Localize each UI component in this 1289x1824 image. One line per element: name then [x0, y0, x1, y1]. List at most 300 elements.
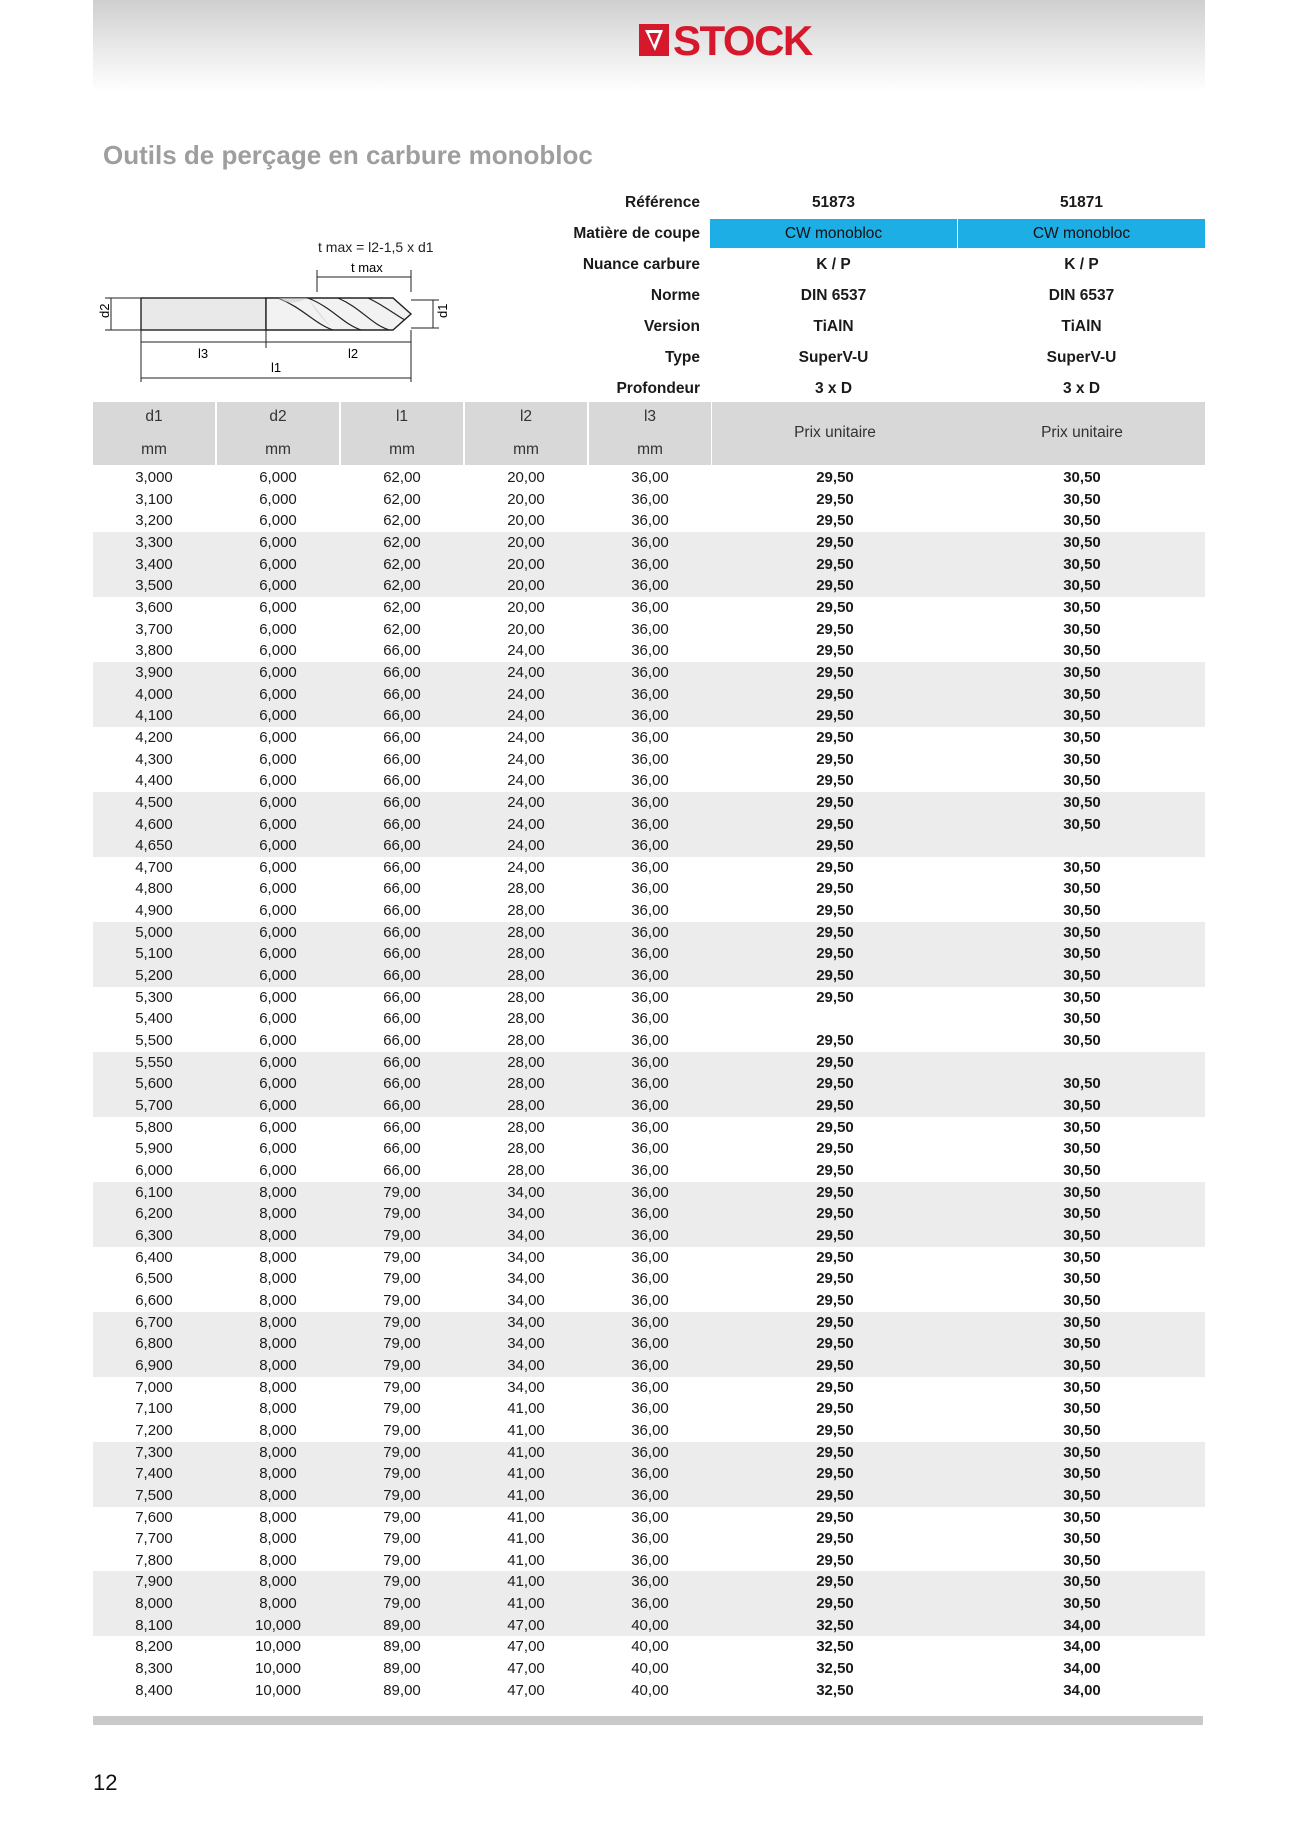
cell-l1: 66,00	[383, 793, 421, 811]
cell-d2: 6,000	[259, 880, 297, 898]
table-row	[93, 1225, 1205, 1247]
table-row	[93, 1030, 1205, 1052]
spec-label: Norme	[650, 286, 700, 304]
table-row	[93, 1268, 1205, 1290]
spec-row	[532, 311, 1205, 342]
cell-d1: 3,900	[135, 663, 173, 681]
cell-d2: 6,000	[259, 967, 297, 985]
column-name: d1	[145, 408, 163, 425]
cell-price: 29,50	[816, 533, 854, 551]
table-row	[93, 1485, 1205, 1507]
cell-l3: 36,00	[631, 1486, 669, 1504]
cell-l3: 36,00	[631, 858, 669, 876]
spec-label: Matière de coupe	[573, 224, 700, 242]
cell-l2: 34,00	[507, 1226, 545, 1244]
cell-d1: 3,800	[135, 642, 173, 660]
cell-l1: 89,00	[383, 1616, 421, 1634]
spec-value-51873: TiAlN	[813, 317, 854, 335]
cell-price: 30,50	[1063, 1595, 1101, 1613]
cell-l2: 28,00	[507, 1140, 545, 1158]
stock-logo-icon	[639, 24, 673, 58]
cell-l3: 36,00	[631, 815, 669, 833]
table-row	[93, 1442, 1205, 1464]
cell-price: 29,50	[816, 1183, 854, 1201]
cell-d2: 8,000	[259, 1378, 297, 1396]
column-unit: mm	[389, 441, 415, 458]
cell-d2: 8,000	[259, 1573, 297, 1591]
cell-d1: 4,000	[135, 685, 173, 703]
cell-price: 30,50	[1063, 663, 1101, 681]
cell-l1: 66,00	[383, 772, 421, 790]
cell-l1: 66,00	[383, 750, 421, 768]
cell-d1: 5,700	[135, 1097, 173, 1115]
cell-price: 30,50	[1063, 988, 1101, 1006]
cell-d2: 10,000	[255, 1616, 301, 1634]
cell-price: 30,50	[1063, 1183, 1101, 1201]
table-row	[93, 640, 1205, 662]
cell-price: 30,50	[1063, 707, 1101, 725]
table-row	[93, 1377, 1205, 1399]
cell-price: 29,50	[816, 1421, 854, 1439]
cell-d1: 7,700	[135, 1530, 173, 1548]
cell-l1: 79,00	[383, 1226, 421, 1244]
cell-price: 30,50	[1063, 1356, 1101, 1374]
cell-l1: 66,00	[383, 1053, 421, 1071]
spec-row	[532, 249, 1205, 280]
cell-l3: 36,00	[631, 1530, 669, 1548]
cell-l2: 20,00	[507, 512, 545, 530]
cell-d1: 4,400	[135, 772, 173, 790]
spec-value-51873: SuperV-U	[798, 348, 869, 366]
cell-l2: 28,00	[507, 923, 545, 941]
spec-label: Nuance carbure	[582, 255, 700, 273]
table-row	[93, 878, 1205, 900]
table-row	[93, 489, 1205, 511]
cell-l2: 28,00	[507, 1118, 545, 1136]
cell-d1: 7,500	[135, 1486, 173, 1504]
cell-d2: 6,000	[259, 988, 297, 1006]
spec-value-51873: 3 x D	[814, 379, 853, 397]
cell-l3: 36,00	[631, 642, 669, 660]
cell-d1: 3,600	[135, 598, 173, 616]
cell-d1: 4,800	[135, 880, 173, 898]
cell-price: 29,50	[816, 793, 854, 811]
cell-d1: 4,200	[135, 728, 173, 746]
cell-l3: 36,00	[631, 1356, 669, 1374]
formula-text: t max = l2-1,5 x d1	[318, 239, 434, 255]
cell-d2: 10,000	[255, 1638, 301, 1656]
cell-price: 29,50	[816, 858, 854, 876]
cell-l1: 66,00	[383, 923, 421, 941]
column-header-d1	[93, 402, 215, 465]
cell-d1: 5,500	[135, 1032, 173, 1050]
spec-value-51873: DIN 6537	[800, 286, 867, 304]
drill-drawing	[93, 232, 463, 392]
spec-value-51871: TiAlN	[1061, 317, 1102, 335]
table-row	[93, 575, 1205, 597]
spec-label: Profondeur	[616, 379, 700, 397]
cell-d2: 6,000	[259, 555, 297, 573]
cell-d2: 8,000	[259, 1335, 297, 1353]
cell-price: 29,50	[816, 490, 854, 508]
cell-price: 30,50	[1063, 598, 1101, 616]
cell-d1: 7,900	[135, 1573, 173, 1591]
cell-l1: 89,00	[383, 1638, 421, 1656]
cell-d2: 10,000	[255, 1681, 301, 1699]
cell-l1: 62,00	[383, 490, 421, 508]
cell-l1: 79,00	[383, 1443, 421, 1461]
cell-l2: 41,00	[507, 1486, 545, 1504]
cell-l2: 20,00	[507, 620, 545, 638]
column-name: l3	[643, 408, 657, 425]
cell-l1: 79,00	[383, 1530, 421, 1548]
cell-l2: 24,00	[507, 685, 545, 703]
cell-l3: 36,00	[631, 1162, 669, 1179]
cell-price: 30,50	[1063, 512, 1101, 530]
cell-l3: 36,00	[631, 620, 669, 638]
cell-l3: 36,00	[631, 1551, 669, 1569]
cell-l3: 36,00	[631, 967, 669, 985]
spec-label: Référence	[625, 193, 700, 211]
cell-price: 30,50	[1063, 1097, 1101, 1115]
table-row	[93, 835, 1205, 857]
cell-d2: 8,000	[259, 1183, 297, 1201]
cell-l1: 66,00	[383, 642, 421, 660]
spec-row	[532, 342, 1205, 373]
cell-d1: 8,300	[135, 1660, 173, 1678]
cell-l3: 36,00	[631, 1421, 669, 1439]
cell-l2: 41,00	[507, 1421, 545, 1439]
column-header-l3	[589, 402, 711, 465]
column-unit: mm	[141, 441, 167, 458]
cell-price: 29,50	[816, 1400, 854, 1418]
cell-l1: 66,00	[383, 967, 421, 985]
cell-l3: 36,00	[631, 598, 669, 616]
cell-price: 29,50	[816, 1313, 854, 1331]
cell-l2: 28,00	[507, 1075, 545, 1093]
cell-d2: 8,000	[259, 1226, 297, 1244]
cell-d1: 4,100	[135, 707, 173, 725]
cell-l2: 28,00	[507, 945, 545, 963]
cell-l3: 36,00	[631, 469, 669, 486]
cell-price: 29,50	[816, 1595, 854, 1613]
cell-l3: 36,00	[631, 1248, 669, 1266]
cell-l1: 66,00	[383, 880, 421, 898]
cell-l2: 34,00	[507, 1270, 545, 1288]
cell-l2: 20,00	[507, 533, 545, 551]
cell-price: 29,50	[816, 1530, 854, 1548]
table-row	[93, 1290, 1205, 1312]
tmax-label: t max	[351, 260, 383, 275]
cell-l2: 34,00	[507, 1356, 545, 1374]
table-row	[93, 943, 1205, 965]
cell-price: 29,50	[816, 707, 854, 725]
table-row	[93, 749, 1205, 771]
table-row	[93, 814, 1205, 836]
stock-logo	[639, 18, 839, 64]
cell-d1: 6,700	[135, 1313, 173, 1331]
cell-d2: 8,000	[259, 1486, 297, 1504]
cell-d1: 4,700	[135, 858, 173, 876]
cell-l3: 36,00	[631, 490, 669, 508]
cell-l2: 24,00	[507, 837, 545, 855]
cell-price: 29,50	[816, 1270, 854, 1288]
cell-l1: 79,00	[383, 1486, 421, 1504]
cell-d2: 6,000	[259, 512, 297, 530]
cell-l2: 28,00	[507, 902, 545, 920]
cell-price: 29,50	[816, 1118, 854, 1136]
table-row	[93, 1160, 1205, 1182]
spec-row	[532, 187, 1205, 218]
cell-d2: 8,000	[259, 1356, 297, 1374]
cell-price: 32,50	[816, 1681, 854, 1699]
cell-d2: 8,000	[259, 1443, 297, 1461]
column-header-l2	[465, 402, 587, 465]
cell-d1: 3,200	[135, 512, 173, 530]
cell-price: 29,50	[816, 469, 854, 486]
cell-d1: 7,800	[135, 1551, 173, 1569]
cell-d1: 6,800	[135, 1335, 173, 1353]
table-row	[93, 1008, 1205, 1030]
cell-l1: 79,00	[383, 1508, 421, 1526]
cell-l3: 36,00	[631, 1032, 669, 1050]
cell-price: 30,50	[1063, 469, 1101, 486]
table-row	[93, 900, 1205, 922]
cell-price: 30,50	[1063, 620, 1101, 638]
table-row	[93, 1615, 1205, 1637]
l2-label: l2	[348, 346, 359, 361]
cell-price: 29,50	[816, 988, 854, 1006]
cell-price: 30,50	[1063, 967, 1101, 985]
table-row	[93, 1355, 1205, 1377]
cell-l1: 89,00	[383, 1660, 421, 1678]
cell-l3: 36,00	[631, 1053, 669, 1071]
cell-l1: 66,00	[383, 902, 421, 920]
cell-d2: 6,000	[259, 685, 297, 703]
cell-d1: 4,900	[135, 902, 173, 920]
cell-l1: 66,00	[383, 1075, 421, 1093]
cell-price: 30,50	[1063, 1140, 1101, 1158]
cell-price: 29,50	[816, 880, 854, 898]
cell-d2: 6,000	[259, 837, 297, 855]
cell-price: 29,50	[816, 1551, 854, 1569]
cell-d1: 3,700	[135, 620, 173, 638]
price-header	[712, 402, 1205, 465]
spec-value-51873: K / P	[816, 255, 851, 273]
drill-diagram	[93, 232, 463, 392]
cell-d2: 8,000	[259, 1595, 297, 1613]
table-row	[93, 510, 1205, 532]
cell-l2: 34,00	[507, 1248, 545, 1266]
cell-price: 30,50	[1063, 1205, 1101, 1223]
cell-l1: 79,00	[383, 1551, 421, 1569]
column-header-l1	[341, 402, 463, 465]
cell-price: 30,50	[1063, 1378, 1101, 1396]
cell-d2: 6,000	[259, 902, 297, 920]
cell-price: 29,50	[816, 945, 854, 963]
cell-l1: 66,00	[383, 685, 421, 703]
table-row	[93, 1680, 1205, 1702]
cell-l1: 79,00	[383, 1356, 421, 1374]
cell-l3: 36,00	[631, 512, 669, 530]
table-row	[93, 597, 1205, 619]
table-row	[93, 532, 1205, 554]
cell-price: 29,50	[816, 1573, 854, 1591]
cell-l3: 36,00	[631, 1270, 669, 1288]
cell-l3: 36,00	[631, 1508, 669, 1526]
cell-price: 29,50	[816, 750, 854, 768]
cell-price: 29,50	[816, 815, 854, 833]
cell-l2: 41,00	[507, 1465, 545, 1483]
cell-l3: 36,00	[631, 707, 669, 725]
cell-d2: 6,000	[259, 598, 297, 616]
cell-l1: 62,00	[383, 555, 421, 573]
cell-d2: 8,000	[259, 1530, 297, 1548]
cell-l1: 66,00	[383, 1162, 421, 1179]
cell-price: 29,50	[816, 1075, 854, 1093]
cell-l3: 36,00	[631, 1075, 669, 1093]
cell-d1: 6,200	[135, 1205, 173, 1223]
cell-d1: 6,300	[135, 1226, 173, 1244]
cell-l3: 36,00	[631, 1595, 669, 1613]
cell-d2: 6,000	[259, 620, 297, 638]
cell-l1: 89,00	[383, 1681, 421, 1699]
cell-d2: 8,000	[259, 1248, 297, 1266]
table-row	[93, 1593, 1205, 1615]
spec-value-51871: CW monobloc	[958, 219, 1205, 248]
cell-price: 34,00	[1063, 1616, 1101, 1634]
table-row	[93, 1095, 1205, 1117]
cell-d2: 8,000	[259, 1508, 297, 1526]
cell-price: 30,50	[1063, 1010, 1101, 1028]
cell-price: 30,50	[1063, 685, 1101, 703]
cell-price: 29,50	[816, 555, 854, 573]
cell-price: 29,50	[816, 1248, 854, 1266]
l1-label: l1	[271, 360, 282, 375]
cell-l2: 41,00	[507, 1551, 545, 1569]
table-row	[93, 1420, 1205, 1442]
table-row	[93, 1658, 1205, 1680]
cell-d2: 8,000	[259, 1205, 297, 1223]
table-row	[93, 662, 1205, 684]
cell-price: 30,50	[1063, 1465, 1101, 1483]
cell-price: 29,50	[816, 1335, 854, 1353]
cell-price: 29,50	[816, 923, 854, 941]
cell-price: 29,50	[816, 1291, 854, 1309]
cell-price: 29,50	[816, 642, 854, 660]
cell-l3: 36,00	[631, 1010, 669, 1028]
cell-d1: 5,550	[135, 1053, 173, 1071]
cell-price: 29,50	[816, 1443, 854, 1461]
cell-l2: 28,00	[507, 1162, 545, 1179]
cell-l2: 24,00	[507, 750, 545, 768]
table-row	[93, 1182, 1205, 1204]
cell-l1: 79,00	[383, 1313, 421, 1331]
cell-price: 30,50	[1063, 728, 1101, 746]
table-row	[93, 770, 1205, 792]
cell-d1: 7,300	[135, 1443, 173, 1461]
table-row	[93, 922, 1205, 944]
cell-price: 30,50	[1063, 815, 1101, 833]
cell-price: 29,50	[816, 1205, 854, 1223]
cell-l3: 36,00	[631, 1183, 669, 1201]
cell-price: 34,00	[1063, 1681, 1101, 1699]
spec-row	[532, 373, 1205, 404]
cell-l1: 79,00	[383, 1400, 421, 1418]
cell-price: 29,50	[816, 1508, 854, 1526]
cell-price: 34,00	[1063, 1660, 1101, 1678]
table-row	[93, 1463, 1205, 1485]
cell-l2: 20,00	[507, 555, 545, 573]
cell-l1: 79,00	[383, 1205, 421, 1223]
cell-price: 30,50	[1063, 1486, 1101, 1504]
cell-d1: 3,500	[135, 577, 173, 595]
cell-d1: 6,400	[135, 1248, 173, 1266]
cell-d1: 5,800	[135, 1118, 173, 1136]
cell-d1: 7,200	[135, 1421, 173, 1439]
cell-price: 30,50	[1063, 1443, 1101, 1461]
cell-price: 30,50	[1063, 1551, 1101, 1569]
cell-price: 32,50	[816, 1638, 854, 1656]
cell-l1: 66,00	[383, 988, 421, 1006]
cell-l2: 28,00	[507, 1032, 545, 1050]
cell-l1: 79,00	[383, 1595, 421, 1613]
cell-d1: 8,400	[135, 1681, 173, 1699]
cell-l3: 36,00	[631, 750, 669, 768]
cell-d2: 6,000	[259, 1140, 297, 1158]
cell-price: 30,50	[1063, 923, 1101, 941]
table-row	[93, 684, 1205, 706]
cell-d2: 6,000	[259, 1053, 297, 1071]
table-row	[93, 1117, 1205, 1139]
cell-price: 29,50	[816, 837, 854, 855]
cell-price: 30,50	[1063, 490, 1101, 508]
cell-l2: 34,00	[507, 1313, 545, 1331]
cell-d2: 6,000	[259, 793, 297, 811]
cell-l2: 28,00	[507, 967, 545, 985]
cell-l3: 40,00	[631, 1660, 669, 1678]
cell-price: 30,50	[1063, 1075, 1101, 1093]
table-header	[93, 402, 1205, 465]
cell-price: 30,50	[1063, 1270, 1101, 1288]
cell-l3: 36,00	[631, 880, 669, 898]
cell-l2: 34,00	[507, 1335, 545, 1353]
table-row	[93, 1636, 1205, 1658]
cell-d1: 5,100	[135, 945, 173, 963]
page-number: 12	[93, 1770, 118, 1795]
column-unit: mm	[265, 441, 291, 458]
cell-l2: 28,00	[507, 988, 545, 1006]
cell-price: 30,50	[1063, 902, 1101, 920]
cell-d1: 6,000	[135, 1162, 173, 1179]
cell-price: 30,50	[1063, 1573, 1101, 1591]
cell-l2: 28,00	[507, 1097, 545, 1115]
table-row	[93, 1312, 1205, 1334]
cell-d1: 6,500	[135, 1270, 173, 1288]
cell-d2: 6,000	[259, 1075, 297, 1093]
cell-price: 30,50	[1063, 1291, 1101, 1309]
cell-l2: 24,00	[507, 772, 545, 790]
cell-d2: 6,000	[259, 772, 297, 790]
cell-price: 30,50	[1063, 1335, 1101, 1353]
cell-l2: 20,00	[507, 598, 545, 616]
cell-l3: 40,00	[631, 1681, 669, 1699]
cell-price: 29,50	[816, 1465, 854, 1483]
cell-l1: 79,00	[383, 1378, 421, 1396]
cell-d1: 8,000	[135, 1595, 173, 1613]
cell-d1: 4,600	[135, 815, 173, 833]
cell-price: 30,50	[1063, 1162, 1101, 1179]
